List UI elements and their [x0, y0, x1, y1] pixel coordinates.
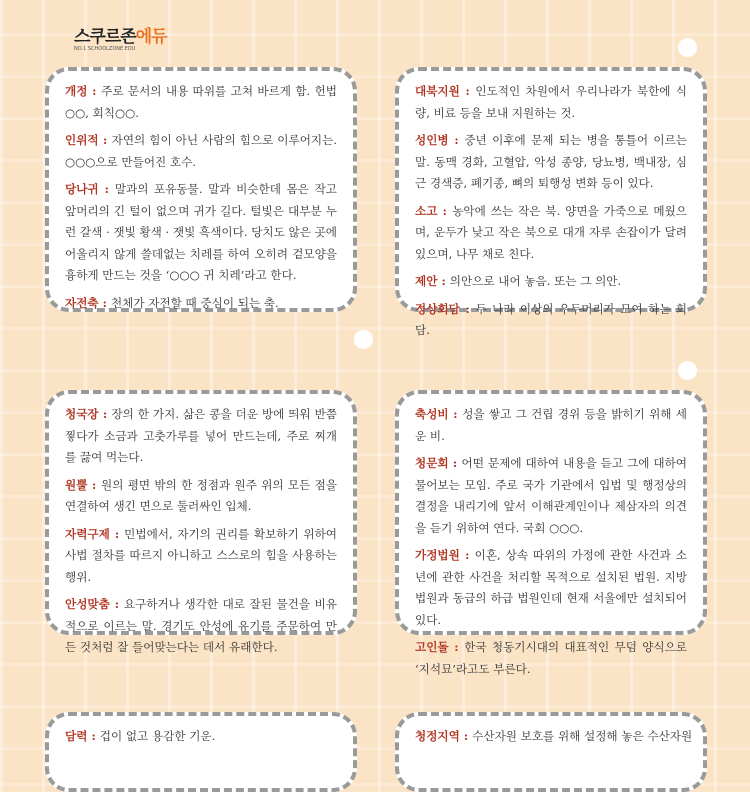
vocab-card-4: [395, 390, 707, 676]
vocab-definition: 말과의 포유동물. 말과 비슷한데 몸은 작고 앞머리의 긴 털이 없으며 귀가 길다. 털빛은 대부분 누런 갈색 · 잿빛 황색 · 잿빛 흑색이다. 당치도 않은 곳에 어울리지 않게 쓸데없는 치레를 하여 오히려 겉모양을 흉하게 만드는 것을 ‘○○○ 귀 치레’라고 한다.: [65, 182, 337, 282]
vocab-term: 청정지역: [415, 729, 460, 743]
brand-name-accent: 에듀: [135, 27, 167, 47]
vocab-entry: 축성비 : 성을 쌓고 그 건립 경위 등을 밝히기 위해 세운 비.: [415, 407, 687, 443]
vocab-term: 정상회담: [415, 301, 460, 316]
vocab-entry: 정상회담 : 두 나라 이상의 우두머리가 모여 하는 회담.: [415, 301, 687, 337]
vocab-definition: 성을 쌓고 그 건립 경위 등을 밝히기 위해 세운 비.: [415, 407, 687, 443]
vocab-entry: 소고 : 농악에 쓰는 작은 북. 양면을 가죽으로 메웠으며, 운두가 낮고 작은 북으로 대개 자루 손잡이가 달려 있으며, 나무 채로 친다.: [415, 203, 688, 261]
brand-logo: [74, 22, 167, 52]
vocab-term: 축성비: [415, 407, 449, 421]
vocab-definition: 중년 이후에 문제 되는 병을 통틀어 이르는 말. 동맥 경화, 고혈압, 악성 종양, 당뇨병, 백내장, 심근 경색증, 폐기종, 뼈의 퇴행성 변화 등이 있다.: [415, 133, 687, 190]
vocab-term: 개정: [65, 84, 88, 98]
vocab-definition: 이혼, 상속 따위의 가정에 관한 사건과 소년에 관한 사건을 처리할 목적으로 설치된 법원. 지방 법원과 동급의 하급 법원인데 현재 서울에만 설치되어 있다.: [415, 548, 687, 627]
vocab-term: 가정법원: [415, 548, 460, 562]
vocab-definition: 의안으로 내어 놓음. 또는 그 의안.: [449, 274, 622, 288]
vocab-entry: 원뿔 : 원의 평면 밖의 한 정점과 원주 위의 모든 점을 연결하여 생긴 면으로 둘러싸인 입체.: [65, 477, 338, 513]
vocab-card-2: [395, 67, 707, 337]
vocab-entry: 청국장 : 장의 한 가지. 삶은 콩을 더운 방에 띄워 반쯤 찧다가 소금과 고춧가루를 넣어 만드는데, 주로 찌개를 끓여 먹는다.: [65, 407, 338, 464]
vocab-entry: 청정지역 : 수산자원 보호를 위해 설정해 놓은 수산자원: [415, 729, 693, 743]
vocab-term: 자전축: [65, 295, 99, 310]
vocab-entry: 안성맞춤 : 요구하거나 생각한 대로 잘된 물건을 비유적으로 이르는 말. 경기도 안성에 유기를 주문하여 만든 것처럼 잘 들어맞는다는 데서 유래한다.: [65, 597, 337, 654]
vocab-definition: 장의 한 가지. 삶은 콩을 더운 방에 띄워 반쯤 찧다가 소금과 고춧가루를 넣어 만드는데, 주로 찌개를 끓여 먹는다.: [65, 407, 338, 464]
vocab-definition: 농악에 쓰는 작은 북. 양면을 가죽으로 메웠으며, 운두가 낮고 작은 북으로 대개 자루 손잡이가 달려 있으며, 나무 채로 친다.: [415, 203, 688, 261]
vocab-definition: 수산자원 보호를 위해 설정해 놓은 수산자원: [472, 729, 693, 743]
vocab-term: 고인돌: [415, 640, 449, 654]
vocab-card-3: [45, 390, 357, 654]
vocab-term: 담력: [65, 729, 88, 743]
vocab-term: 청문회: [415, 456, 449, 470]
vocab-term: 인위적: [65, 133, 99, 147]
vocab-term: 대북지원: [415, 84, 460, 98]
vocab-definition: 인도적인 차원에서 우리나라가 북한에 식량, 비료 등을 보내 지원하는 것.: [415, 84, 687, 120]
vocab-definition: 자연의 힘이 아닌 사람의 힘으로 이루어지는. ○○○으로 만들어진 호수.: [65, 133, 337, 169]
vocab-definition: 원의 평면 밖의 한 정점과 원주 위의 모든 점을 연결하여 생긴 면으로 둘러싸인 입체.: [65, 477, 338, 513]
vocab-card-6: [395, 712, 707, 792]
punch-hole-decoration: [678, 361, 697, 380]
vocab-entry: 인위적 : 자연의 힘이 아닌 사람의 힘으로 이루어지는. ○○○으로 만들어진 호수.: [65, 133, 337, 169]
vocab-definition: 한국 청동기시대의 대표적인 무덤 양식으로 ‘지석묘’라고도 부른다.: [415, 640, 687, 676]
vocab-term: 제안: [415, 274, 438, 288]
vocab-entry: 청문회 : 어떤 문제에 대하여 내용을 듣고 그에 대하여 물어보는 모임. 주로 국가 기관에서 입법 및 행정상의 결정을 내리기에 앞서 이해관계인이나 제삼자의 의견을 듣기 위하여 연다. 국회 ○○○.: [415, 456, 687, 535]
vocab-term: 원뿔: [65, 477, 88, 492]
vocab-term: 안성맞춤: [65, 597, 110, 611]
vocab-entry: 고인돌 : 한국 청동기시대의 대표적인 무덤 양식으로 ‘지석묘’라고도 부른다.: [415, 640, 687, 676]
vocab-definition: 두 나라 이상의 우두머리가 모여 하는 회담.: [415, 301, 687, 337]
vocab-entry: 대북지원 : 인도적인 차원에서 우리나라가 북한에 식량, 비료 등을 보내 지원하는 것.: [415, 84, 687, 120]
vocab-term: 성인병: [415, 133, 449, 147]
vocab-definition: 어떤 문제에 대하여 내용을 듣고 그에 대하여 물어보는 모임. 주로 국가 기관에서 입법 및 행정상의 결정을 내리기에 앞서 이해관계인이나 제삼자의 의견을 듣기 위하여 연다. 국회 ○○○.: [415, 456, 687, 535]
vocab-entry: 자력구제 : 민법에서, 자기의 권리를 확보하기 위하여 사법 절차를 따르지 아니하고 스스로의 힘을 사용하는 행위.: [65, 526, 337, 584]
brand-name-main: 스쿠르존: [74, 27, 136, 47]
vocab-definition: 천체가 자전할 때 중심이 되는 축.: [110, 295, 279, 310]
vocab-entry: 개정 : 주로 문서의 내용 따위를 고쳐 바르게 함. 헌법○○, 회칙○○.: [65, 84, 338, 120]
vocab-term: 청국장: [65, 407, 99, 421]
vocab-term: 소고: [415, 203, 438, 218]
vocab-definition: 요구하거나 생각한 대로 잘된 물건을 비유적으로 이르는 말. 경기도 안성에 유기를 주문하여 만든 것처럼 잘 들어맞는다는 데서 유래한다.: [65, 597, 337, 654]
brand-tagline: NO.1 SCHOOLZONE EDU: [74, 46, 136, 52]
punch-hole-decoration: [354, 330, 373, 349]
vocab-entry: 자전축 : 천체가 자전할 때 중심이 되는 축.: [65, 295, 279, 310]
vocab-entry: 성인병 : 중년 이후에 문제 되는 병을 통틀어 이르는 말. 동맥 경화, 고혈압, 악성 종양, 당뇨병, 백내장, 심근 경색증, 폐기종, 뼈의 퇴행성 변화 등이 있다.: [415, 133, 687, 190]
vocab-term: 당나귀: [65, 182, 99, 196]
vocab-definition: 주로 문서의 내용 따위를 고쳐 바르게 함. 헌법○○, 회칙○○.: [65, 84, 338, 120]
vocab-entry: 제안 : 의안으로 내어 놓음. 또는 그 의안.: [415, 274, 622, 288]
vocab-entry: 당나귀 : 말과의 포유동물. 말과 비슷한데 몸은 작고 앞머리의 긴 털이 없으며 귀가 길다. 털빛은 대부분 누런 갈색 · 잿빛 황색 · 잿빛 흑색이다. 당치도 않은 곳에 어울리지 않게 쓸데없는 치레를 하여 오히려 겉모양을 흉하게 만드는 것을 ‘○○○ 귀 치레’라고 한다.: [65, 182, 337, 282]
vocab-definition: 민법에서, 자기의 권리를 확보하기 위하여 사법 절차를 따르지 아니하고 스스로의 힘을 사용하는 행위.: [65, 526, 337, 584]
vocab-card-5: [45, 712, 357, 792]
vocab-card-1: [45, 67, 357, 312]
vocab-entry: 담력 : 겁이 없고 용감한 기운.: [65, 729, 216, 743]
vocab-entry: 가정법원 : 이혼, 상속 따위의 가정에 관한 사건과 소년에 관한 사건을 처리할 목적으로 설치된 법원. 지방 법원과 동급의 하급 법원인데 현재 서울에만 설치되어 있다.: [415, 548, 687, 627]
vocab-term: 자력구제: [65, 526, 110, 541]
vocab-definition: 겁이 없고 용감한 기운.: [99, 729, 216, 743]
punch-hole-decoration: [678, 38, 697, 57]
